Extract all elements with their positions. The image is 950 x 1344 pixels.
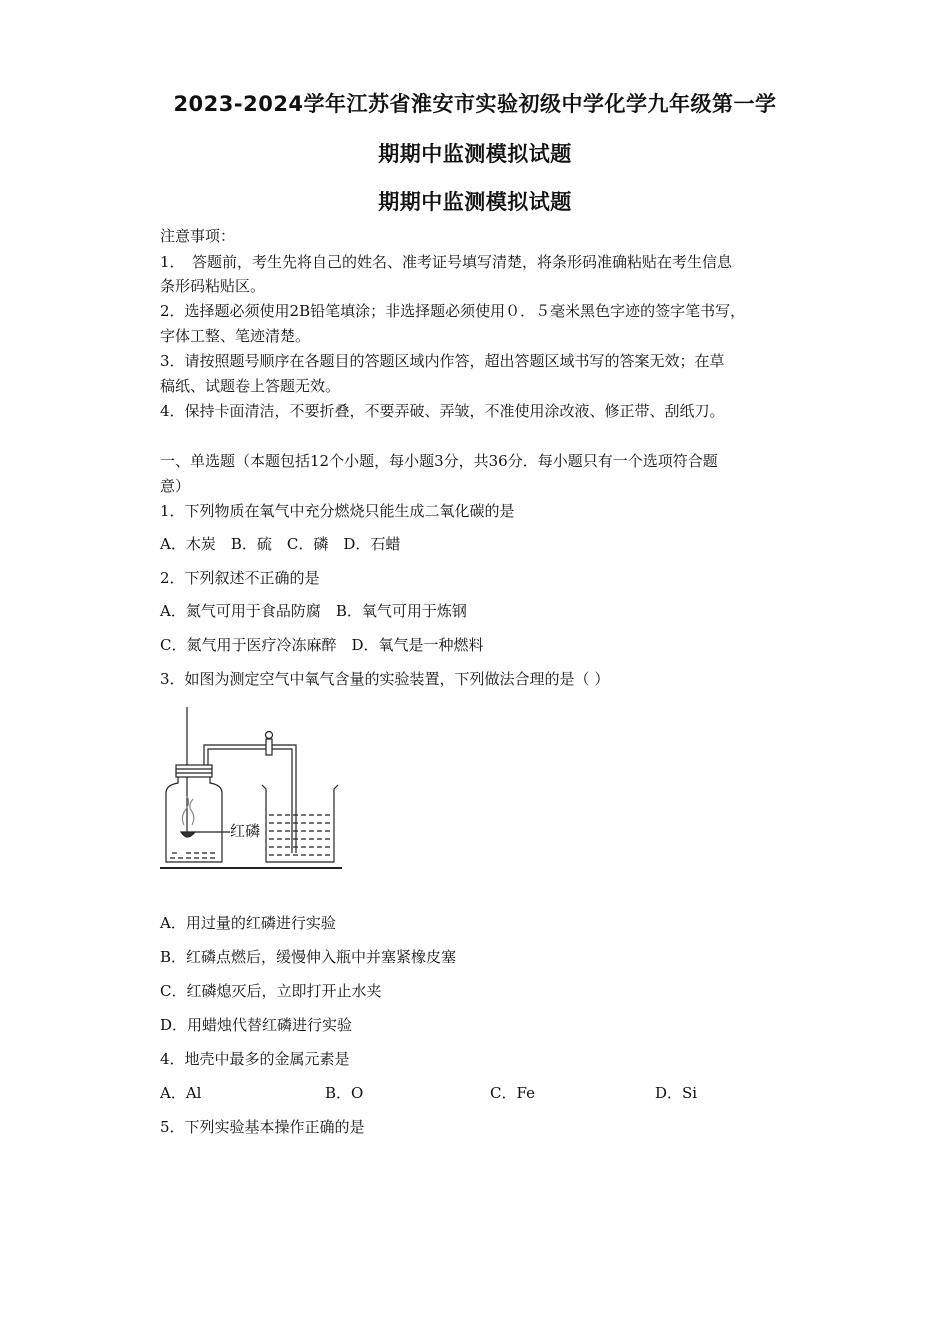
title-line-3: 期期中监测模拟试题 <box>378 190 572 214</box>
question-3-option: B．红磷点燃后，缓慢伸入瓶中并塞紧橡皮塞 <box>160 948 457 966</box>
question-3-option: A．用过量的红磷进行实验 <box>160 914 336 932</box>
question-4-option-b: B．O <box>325 1084 364 1102</box>
question-2-options: C．氮气用于医疗冷冻麻醉 D．氧气是一种燃料 <box>160 636 484 654</box>
question-4-option-d: D．Si <box>655 1084 698 1102</box>
question-1: 1．下列物质在氧气中充分燃烧只能生成二氧化碳的是 <box>160 502 515 520</box>
question-4-option-a: A．Al <box>160 1084 202 1102</box>
beaker-water <box>269 815 331 855</box>
notice-line: 稿纸、试题卷上答题无效。 <box>160 377 341 395</box>
apparatus-diagram <box>158 705 348 875</box>
stop-clamp <box>266 739 272 755</box>
question-5: 5．下列实验基本操作正确的是 <box>160 1118 365 1136</box>
rubber-stopper <box>176 765 212 777</box>
combustion-spoon <box>181 832 195 837</box>
figure-label-red-phosphorus: 红磷 <box>230 822 261 840</box>
notice-line: 1． 答题前，考生先将自己的姓名、准考证号填写清楚，将条形码准确粘贴在考生信息 <box>160 253 733 271</box>
title-line-2: 期期中监测模拟试题 <box>378 142 572 166</box>
question-1-options: A．木炭 B．硫 C．磷 D．石蜡 <box>160 535 401 553</box>
section-heading-cont: 意） <box>160 477 191 495</box>
question-3-option: D．用蜡烛代替红磷进行实验 <box>160 1016 353 1034</box>
question-2: 2．下列叙述不正确的是 <box>160 569 320 587</box>
title-line-1: 2023-2024学年江苏省淮安市实验初级中学化学九年级第一学 <box>173 92 777 116</box>
notice-line: 3．请按照题号顺序在各题目的答题区域内作答，超出答题区域书写的答案无效；在草 <box>160 352 725 370</box>
notice-line: 字体工整、笔迹清楚。 <box>160 327 311 345</box>
notice-heading: 注意事项： <box>160 227 236 245</box>
question-4-option-c: C．Fe <box>490 1084 535 1102</box>
question-4: 4．地壳中最多的金属元素是 <box>160 1050 350 1068</box>
notice-line: 条形码粘贴区。 <box>160 277 266 295</box>
section-heading: 一、单选题（本题包括12个小题，每小题3分，共36分．每小题只有一个选项符合题 <box>160 452 718 470</box>
question-3-option: C．红磷熄灭后，立即打开止水夹 <box>160 982 382 1000</box>
question-3: 3．如图为测定空气中氧气含量的实验装置，下列做法合理的是（ ） <box>160 670 610 688</box>
notice-line: 4．保持卡面清洁，不要折叠，不要弄破、弄皱，不准使用涂改液、修正带、刮纸刀。 <box>160 402 725 420</box>
question-2-options: A．氮气可用于食品防腐 B．氧气可用于炼钢 <box>160 602 467 620</box>
notice-line: 2．选择题必须使用2B铅笔填涂；非选择题必须使用０．５毫米黑色字迹的签字笔书写， <box>160 302 746 320</box>
oxygen-measurement-apparatus-figure <box>158 705 348 875</box>
